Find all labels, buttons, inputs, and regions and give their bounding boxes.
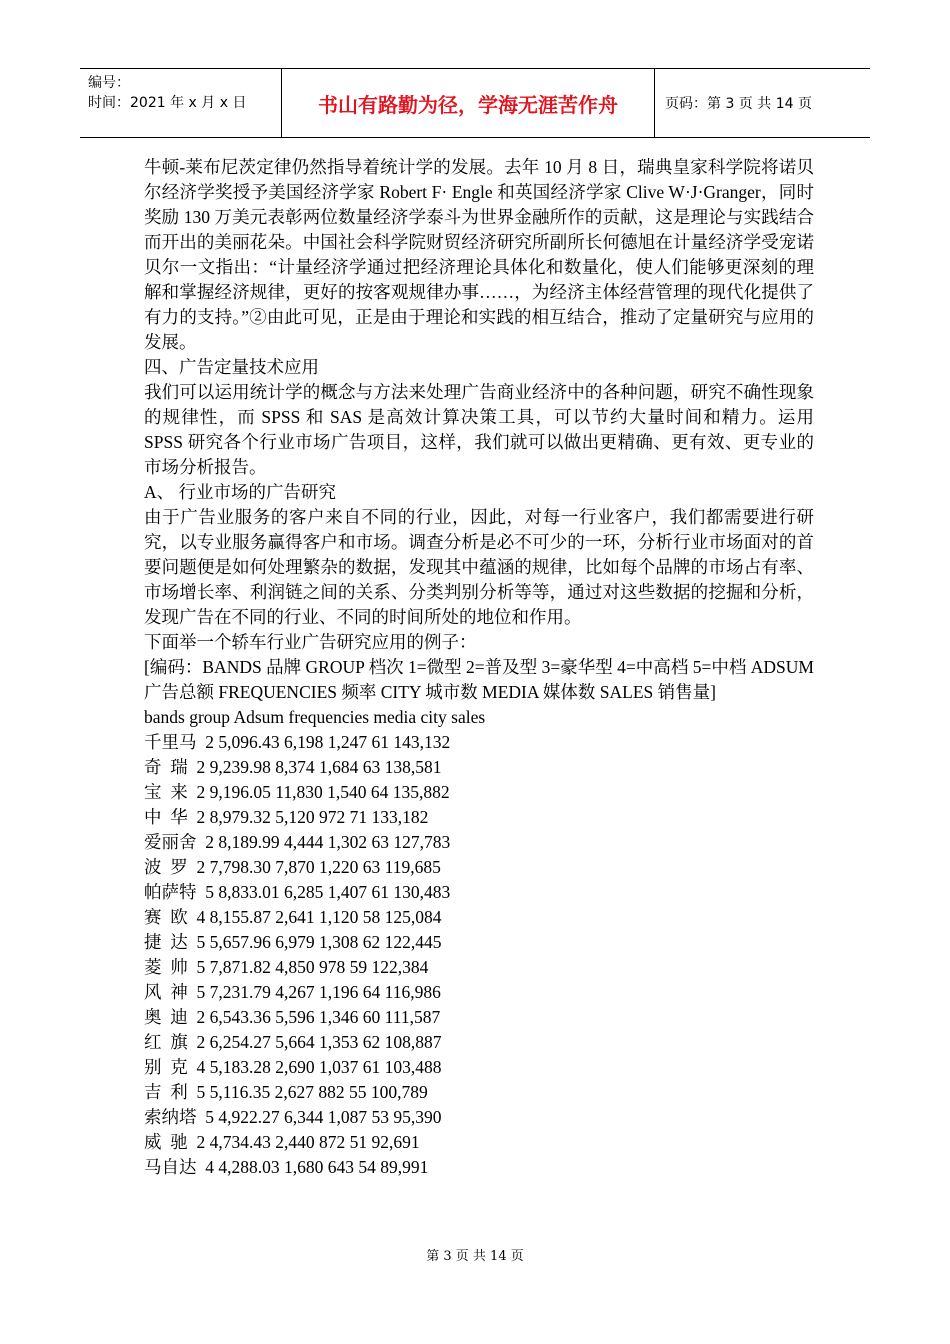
code-label: 编号： (88, 75, 130, 91)
data-row: 马自达 4 4,288.03 1,680 643 54 89,991 (144, 1157, 429, 1177)
paragraph-coding: [编码：BANDS 品牌 GROUP 档次 1=微型 2=普及型 3=豪华型 4=中高档 5=中档 ADSUM 广告总额 FREQUENCIES 频率 CITY 城市数 MEDIA 媒体数 SALES 销售量] (144, 657, 814, 702)
data-row: 宝 来 2 9,196.05 11,830 1,540 64 135,882 (144, 782, 450, 802)
data-row: 波 罗 2 7,798.30 7,870 1,220 63 119,685 (144, 857, 441, 877)
data-row: 捷 达 5 5,657.96 6,979 1,308 62 122,445 (144, 932, 442, 952)
data-row: 赛 欧 4 8,155.87 2,641 1,120 58 125,084 (144, 907, 442, 927)
data-row: 帕萨特 5 8,833.01 6,285 1,407 61 130,483 (144, 882, 451, 902)
data-row: 菱 帅 5 7,871.82 4,850 978 59 122,384 (144, 957, 429, 977)
paragraph-industry: 由于广告业服务的客户来自不同的行业，因此，对每一行业客户，我们都需要进行研究，以专业服务赢得客户和市场。调查分析是必不可少的一环，分析行业市场面对的首要问题便是如何处理繁杂的数据，发现其中蕴涵的规律，比如每个品牌的市场占有率、市场增长率、利润链之间的关系、分类判别分析等等，通过对这些数据的挖掘和分析，发现广告在不同的行业、不同的时间所处的地位和作用。 (144, 507, 814, 627)
data-row: 吉 利 5 5,116.35 2,627 882 55 100,789 (144, 1082, 428, 1102)
section-heading: 四、广告定量技术应用 (144, 357, 319, 377)
paragraph-history: 牛顿-莱布尼茨定律仍然指导着统计学的发展。去年 10 月 8 日，瑞典皇家科学院将诺贝尔经济学奖授予美国经济学家 Robert F· Engle 和英国经济学家 Clive W·J·Granger，同时奖励 130 万美元表彰两位数量经济学泰斗为世界金融所作的贡献，这是理论与实践结合而开出的美丽花朵。中国社会科学院财贸经济研究所副所长何德旭在计量经济学受宠诺贝尔一文指出：“计量经济学通过把经济理论具体化和数量化，使人们能够更深刻的理解和掌握经济规律，更好的按客观规律办事……，为经济主体经营管理的现代化提供了有力的支持。”②由此可见，正是由于理论和实践的相互结合，推动了定量研究与应用的发展。 (144, 157, 814, 352)
data-row: 中 华 2 8,979.32 5,120 972 71 133,182 (144, 807, 429, 827)
page-footer: 第 3 页 共 14 页 (426, 1249, 524, 1264)
subsection-heading: A、 行业市场的广告研究 (144, 482, 337, 502)
data-row: 爱丽舍 2 8,189.99 4,444 1,302 63 127,783 (144, 832, 451, 852)
paragraph-example: 下面举一个轿车行业广告研究应用的例子： (144, 632, 477, 652)
document-body (144, 155, 814, 1180)
data-row: 索纳塔 5 4,922.27 6,344 1,087 53 95,390 (144, 1107, 442, 1127)
header-motto: 书山有路勤为径，学海无涯苦作舟 (282, 69, 655, 137)
data-row: 别 克 4 5,183.28 2,690 1,037 61 103,488 (144, 1057, 442, 1077)
data-row: 风 神 5 7,231.79 4,267 1,196 64 116,986 (144, 982, 441, 1002)
data-row: 奇 瑞 2 9,239.98 8,374 1,684 63 138,581 (144, 757, 442, 777)
data-row: 奥 迪 2 6,543.36 5,596 1,346 60 111,587 (144, 1007, 441, 1027)
data-row: 威 驰 2 4,734.43 2,440 872 51 92,691 (144, 1132, 420, 1152)
data-header-row: bands group Adsum frequencies media city sales (144, 707, 486, 727)
data-row: 千里马 2 5,096.43 6,198 1,247 61 143,132 (144, 732, 451, 752)
data-row: 红 旗 2 6,254.27 5,664 1,353 62 108,887 (144, 1032, 442, 1052)
time-label: 时间：2021 年 x 月 x 日 (88, 95, 247, 111)
paragraph-intro: 我们可以运用统计学的概念与方法来处理广告商业经济中的各种问题，研究不确性现象的规律性，而 SPSS 和 SAS 是高效计算决策工具，可以节约大量时间和精力。运用 SPSS 研究各个行业市场广告项目，这样，我们就可以做出更精确、更有效、更专业的市场分析报告。 (144, 382, 814, 477)
header-meta (80, 69, 282, 137)
page-header (80, 68, 870, 138)
header-page-label: 页码：第 3 页 共 14 页 (665, 96, 812, 112)
